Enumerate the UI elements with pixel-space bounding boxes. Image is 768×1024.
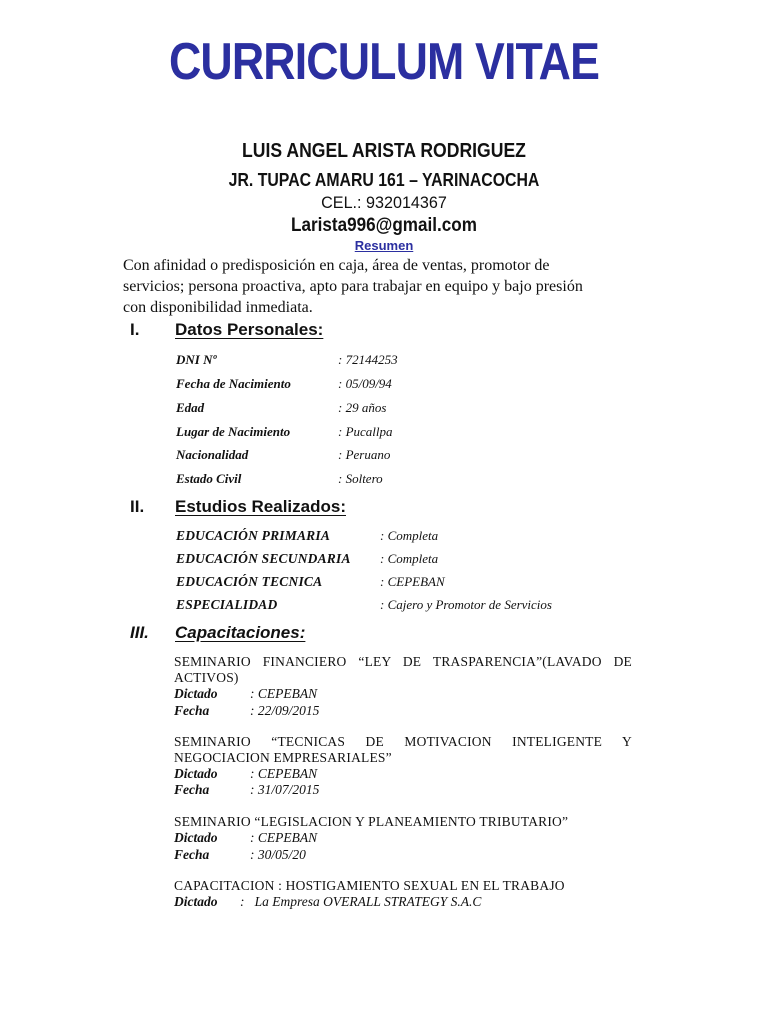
field-value: : Pucallpa — [338, 424, 393, 439]
candidate-phone: CEL.: 932014367 — [321, 193, 447, 212]
section-number: III. — [130, 623, 149, 642]
training-dictado-label: Dictado — [174, 686, 218, 701]
education-value: : CEPEBAN — [380, 574, 445, 589]
training-dictado-label: Dictado — [174, 894, 218, 909]
training-dictado-value: : La Empresa OVERALL STRATEGY S.A.C — [240, 894, 482, 909]
field-value: : 05/09/94 — [338, 376, 392, 391]
training-dictado-label: Dictado — [174, 766, 218, 781]
education-label: EDUCACIÓN PRIMARIA — [176, 528, 331, 543]
field-value: : Peruano — [338, 447, 391, 462]
summary-paragraph — [123, 255, 623, 318]
training-title: SEMINARIO “LEGISLACION Y PLANEAMIENTO TRIBUTARIO” — [174, 814, 569, 829]
training-dictado-value: : CEPEBAN — [250, 830, 318, 845]
training-fecha-label: Fecha — [174, 703, 210, 718]
candidate-address: JR. TUPAC AMARU 161 – YARINACOCHA — [228, 170, 540, 190]
education-label: ESPECIALIDAD — [176, 597, 278, 612]
education-label: EDUCACIÓN TECNICA — [176, 574, 323, 589]
training-dictado-value: : CEPEBAN — [250, 766, 318, 781]
education-value: : Completa — [380, 551, 439, 566]
candidate-email: Larista996@gmail.com — [291, 215, 477, 236]
field-label: DNI Nº — [176, 352, 217, 367]
field-value: : 72144253 — [338, 352, 398, 367]
training-fecha-value: : 22/09/2015 — [250, 703, 320, 718]
section-number: II. — [130, 497, 145, 516]
training-title-cont: ACTIVOS) — [174, 670, 239, 685]
summary-line: Con afinidad o predisposición en caja, área de ventas, promotor de — [123, 257, 550, 274]
education-label: EDUCACIÓN SECUNDARIA — [176, 551, 351, 566]
training-title-cont: NEGOCIACION EMPRESARIALES” — [174, 750, 392, 765]
field-value: : 29 años — [338, 400, 387, 415]
training-title: SEMINARIO “TECNICAS DE MOTIVACION INTELIGENTE Y — [174, 734, 632, 749]
section-title-education: Estudios Realizados: — [175, 497, 346, 516]
field-label: Fecha de Nacimiento — [176, 376, 291, 391]
field-label: Lugar de Nacimiento — [176, 424, 291, 439]
training-dictado-label: Dictado — [174, 830, 218, 845]
candidate-name: LUIS ANGEL ARISTA RODRIGUEZ — [242, 140, 526, 162]
training-fecha-value: : 31/07/2015 — [250, 782, 320, 797]
training-fecha-value: : 30/05/20 — [250, 847, 306, 862]
summary-line: con disponibilidad inmediata. — [123, 299, 313, 316]
education-value: : Completa — [380, 528, 439, 543]
training-fecha-label: Fecha — [174, 847, 210, 862]
field-value: : Soltero — [338, 471, 383, 486]
training-title: SEMINARIO FINANCIERO “LEY DE TRASPARENCIA”(LAVADO DE — [174, 654, 632, 669]
field-label: Nacionalidad — [176, 447, 249, 462]
section-title-training: Capacitaciones: — [175, 623, 306, 642]
summary-link[interactable]: Resumen — [354, 238, 414, 253]
field-label: Estado Civil — [176, 471, 242, 486]
section-title-personal: Datos Personales: — [175, 320, 324, 339]
training-fecha-label: Fecha — [174, 782, 210, 797]
training-dictado-value: : CEPEBAN — [250, 686, 318, 701]
field-label: Edad — [176, 400, 205, 415]
section-number: I. — [130, 320, 140, 339]
training-title: CAPACITACION : HOSTIGAMIENTO SEXUAL EN EL TRABAJO — [174, 878, 565, 893]
document-title: CURRICULUM VITAE — [168, 33, 600, 91]
education-value: : Cajero y Promotor de Servicios — [380, 597, 552, 612]
summary-line: servicios; persona proactiva, apto para trabajar en equipo y bajo presión — [123, 278, 583, 295]
